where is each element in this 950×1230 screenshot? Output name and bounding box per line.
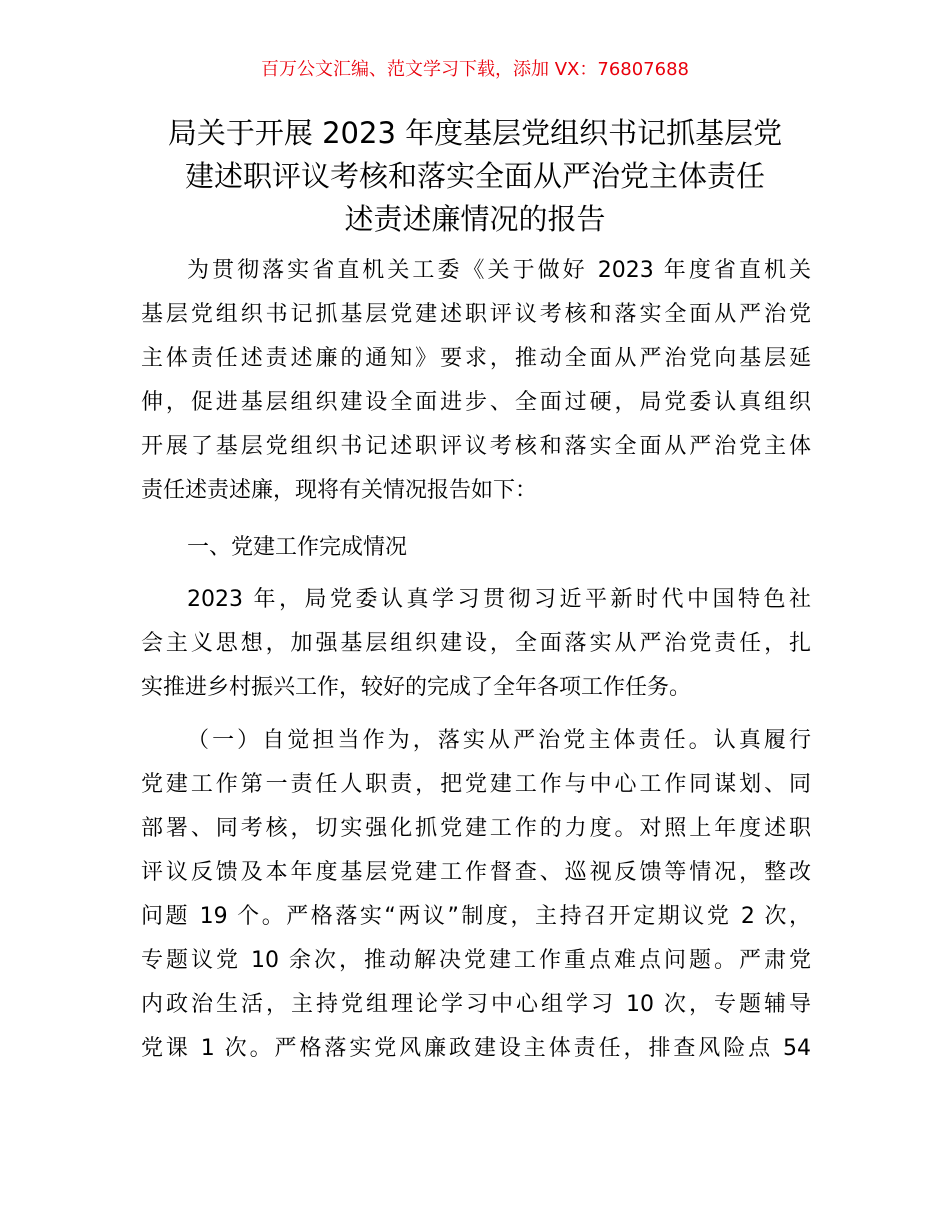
text-line: 评议反馈及本年度基层党建工作督查、巡视反馈等情况，整改 [141,860,811,885]
text-line: 开展了基层党组织书记述职评议考核和落实全面从严治党主体 [141,434,811,459]
title-line: 局关于开展 2023 年度基层党组织书记抓基层党 [167,116,783,150]
text-line: 为贯彻落实省直机关工委《关于做好 2023 年度省直机关 [187,258,811,283]
text-line: 伸，促进基层组织建设全面进步、全面过硬，局党委认真组织 [141,390,811,415]
text-line: 问题 19 个。严格落实“两议”制度，主持召开定期议党 2 次， [141,904,811,929]
text-line: 责任述责述廉，现将有关情况报告如下： [141,478,538,503]
text-line: 内政治生活，主持党组理论学习中心组学习 10 次，专题辅导 [141,992,811,1017]
title-line: 建述职评议考核和落实全面从严治党主体责任 [184,159,765,193]
text-line: 专题议党 10 余次，推动解决党建工作重点难点问题。严肃党 [141,948,811,973]
text-line: 2023 年，局党委认真学习贯彻习近平新时代中国特色社 [187,587,811,612]
text-line: 部署、同考核，切实强化抓党建工作的力度。对照上年度述职 [141,816,811,841]
heading-text: 一、党建工作完成情况 [187,535,408,560]
text-line: （一）自觉担当作为，落实从严治党主体责任。认真履行 [187,728,811,753]
text-line: 党建工作第一责任人职责，把党建工作与中心工作同谋划、同 [141,772,811,797]
text-line: 主体责任述责述廉的通知》要求，推动全面从严治党向基层延 [141,346,811,371]
text-line: 基层党组织书记抓基层党建述职评议考核和落实全面从严治党 [141,302,811,327]
text-line: 会主义思想，加强基层组织建设，全面落实从严治党责任，扎 [141,631,811,656]
promo-banner: 百万公文汇编、范文学习下载，添加 VX：76807688 [261,59,689,80]
text-line: 党课 1 次。严格落实党风廉政建设主体责任，排查风险点 54 [141,1036,811,1061]
text-line: 实推进乡村振兴工作，较好的完成了全年各项工作任务。 [141,675,692,700]
title-line: 述责述廉情况的报告 [344,202,606,236]
document-title [130,112,820,241]
